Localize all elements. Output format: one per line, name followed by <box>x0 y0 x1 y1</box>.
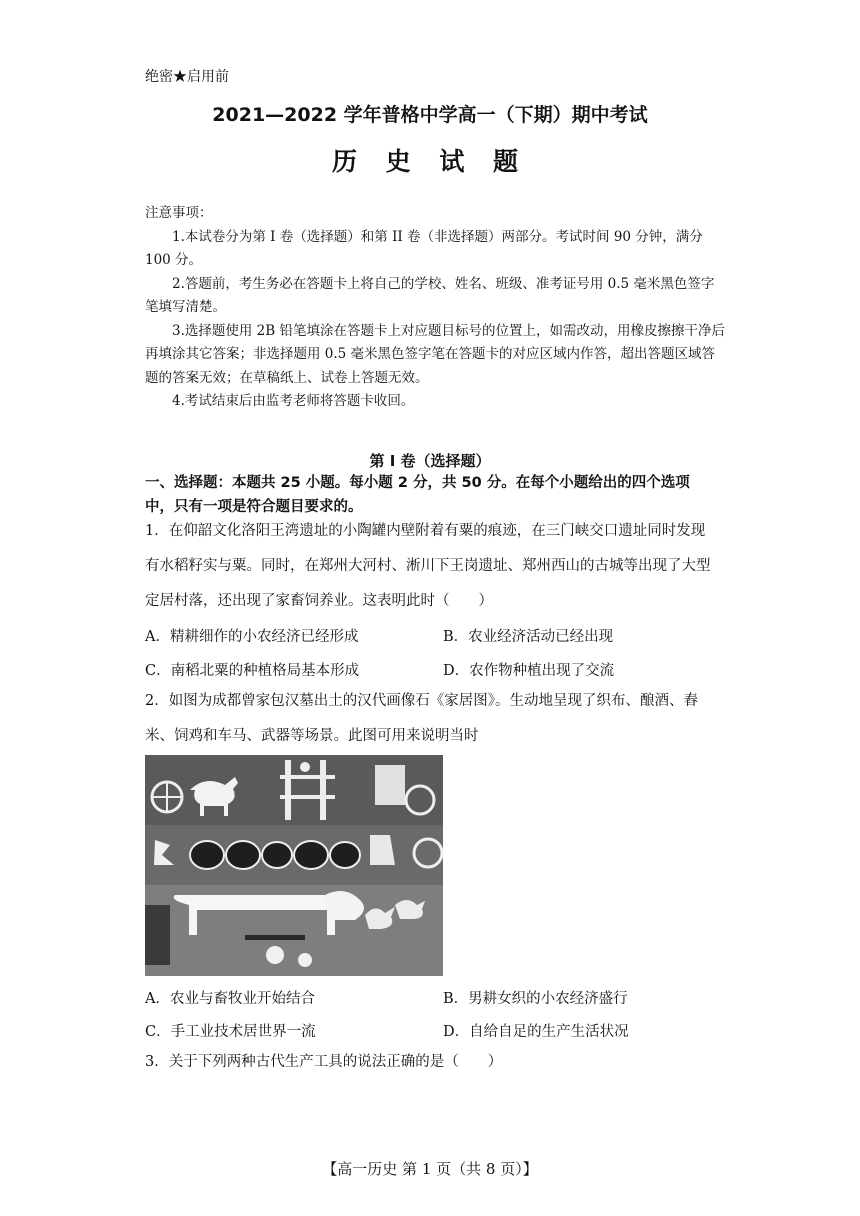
subject-title: 历 史 试 题 <box>331 147 529 176</box>
exam-title: 2021—2022 学年普格中学高一（下期）期中考试 <box>212 104 648 126</box>
notice-item: 3.选择题使用 2B 铅笔填涂在答题卡上对应题目标号的位置上，如需改动，用橡皮擦擦干净后再填涂其它答案；非选择题用 0.5 毫米黑色签字笔在答题卡的对应区域内作答，超出答题区域答题的答案无效；在草稿纸上、试卷上答题无效。 <box>145 322 725 386</box>
notice-item: 1.本试卷分为第 I 卷（选择题）和第 II 卷（非选择题）两部分。考试时间 90 分钟，满分 100 分。 <box>145 228 703 268</box>
question-2-option-c: C．手工业技术居世界一流 <box>145 1024 316 1040</box>
question-1-text: 1．在仰韶文化洛阳王湾遗址的小陶罐内壁附着有粟的痕迹，在三门峡交口遗址同时发现有水稻籽实与粟。同时，在郑州大河村、淅川下王岗遗址、郑州西山的古城等出现了大型定居村落，还出现了家畜饲养业。这表明此时（ ） <box>145 523 711 609</box>
question-3-text: 3．关于下列两种古代生产工具的说法正确的是（ ） <box>145 1054 503 1070</box>
notice-item: 4.考试结束后由监考老师将答题卡收回。 <box>172 393 415 409</box>
notice-heading: 注意事项： <box>145 205 213 221</box>
question-2-option-d: D．自给自足的生产生活状况 <box>443 1024 629 1040</box>
section-instructions: 一、选择题：本题共 25 小题。每小题 2 分，共 50 分。在每个小题给出的四个选项中，只有一项是符合题目要求的。 <box>145 475 690 515</box>
question-1-option-b: B．农业经济活动已经出现 <box>443 629 614 645</box>
notice-block <box>145 202 725 414</box>
question-1-option-a: A．精耕细作的小农经济已经形成 <box>145 629 359 645</box>
han-stone-relief-image <box>145 755 443 976</box>
page-footer: 【高一历史 第 1 页（共 8 页）】 <box>322 1160 538 1178</box>
section-title: 第 I 卷（选择题） <box>369 452 491 470</box>
question-2-text: 2．如图为成都曾家包汉墓出土的汉代画像石《家居图》。生动地呈现了织布、酿酒、舂米、饲鸡和车马、武器等场景。此图可用来说明当时 <box>145 693 698 744</box>
question-1-option-d: D．农作物种植出现了交流 <box>443 663 615 679</box>
notice-item: 2.答题前，考生务必在答题卡上将自己的学校、姓名、班级、准考证号用 0.5 毫米黑色签字笔填写清楚。 <box>145 275 715 315</box>
question-2-option-b: B．男耕女织的小农经济盛行 <box>443 991 628 1007</box>
secret-mark: 绝密★启用前 <box>145 69 229 85</box>
question-2-option-a: A．农业与畜牧业开始结合 <box>145 991 315 1007</box>
question-1-option-c: C．南稻北粟的种植格局基本形成 <box>145 663 360 679</box>
